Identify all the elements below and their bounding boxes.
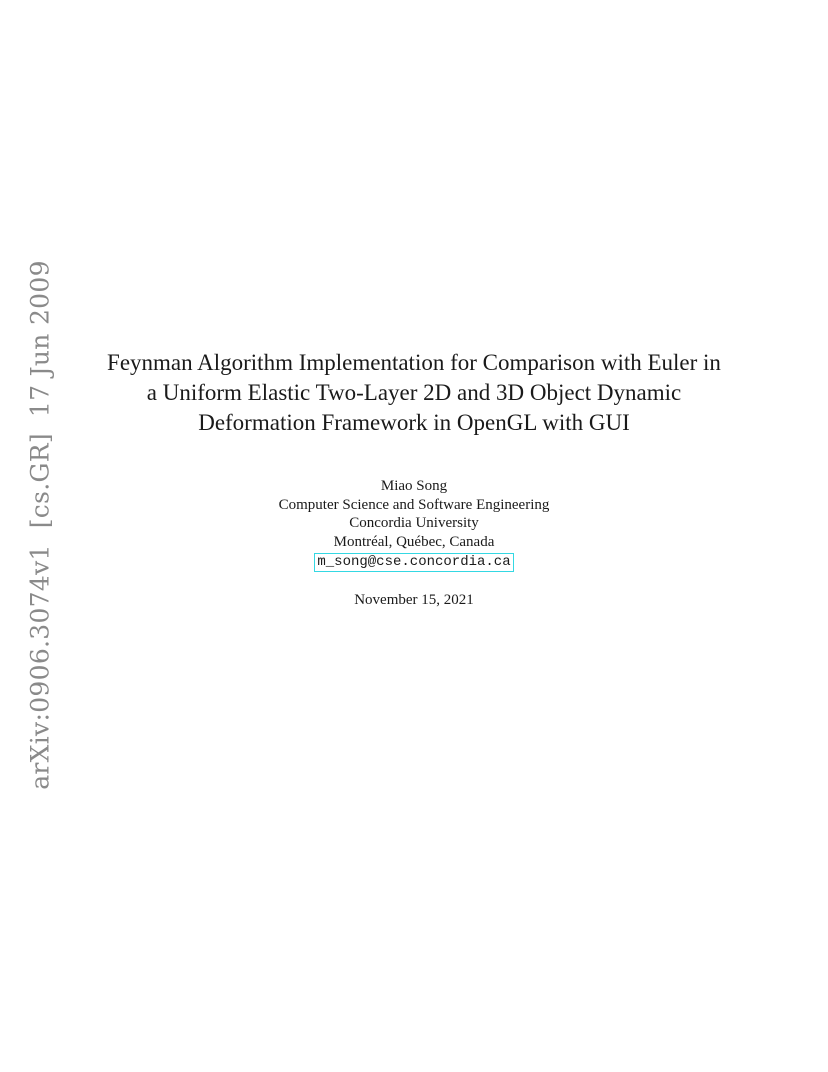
author-block [214, 477, 614, 572]
author-name: Miao Song [380, 478, 448, 494]
arxiv-date: 17 Jun 2009 [25, 260, 55, 418]
title-line-2: a Uniform Elastic Two-Layer 2D and 3D Object Dynamic [146, 380, 682, 405]
author-location: Montréal, Québec, Canada [333, 533, 495, 550]
arxiv-identifier-stamp [26, 260, 55, 790]
author-email-row [214, 552, 614, 572]
arxiv-category: [cs.GR] [25, 433, 55, 529]
arxiv-id[interactable]: arXiv:0906.3074v1 [25, 544, 55, 790]
author-email-link[interactable]: m_song@cse.concordia.ca [314, 553, 513, 572]
title-line-3: Deformation Framework in OpenGL with GUI [198, 410, 630, 435]
paper-title [80, 348, 748, 438]
paper-date: November 15, 2021 [354, 592, 474, 608]
title-line-1: Feynman Algorithm Implementation for Comparison with Euler in [107, 350, 721, 375]
author-university: Concordia University [349, 515, 479, 531]
author-department: Computer Science and Software Engineering [278, 496, 550, 513]
